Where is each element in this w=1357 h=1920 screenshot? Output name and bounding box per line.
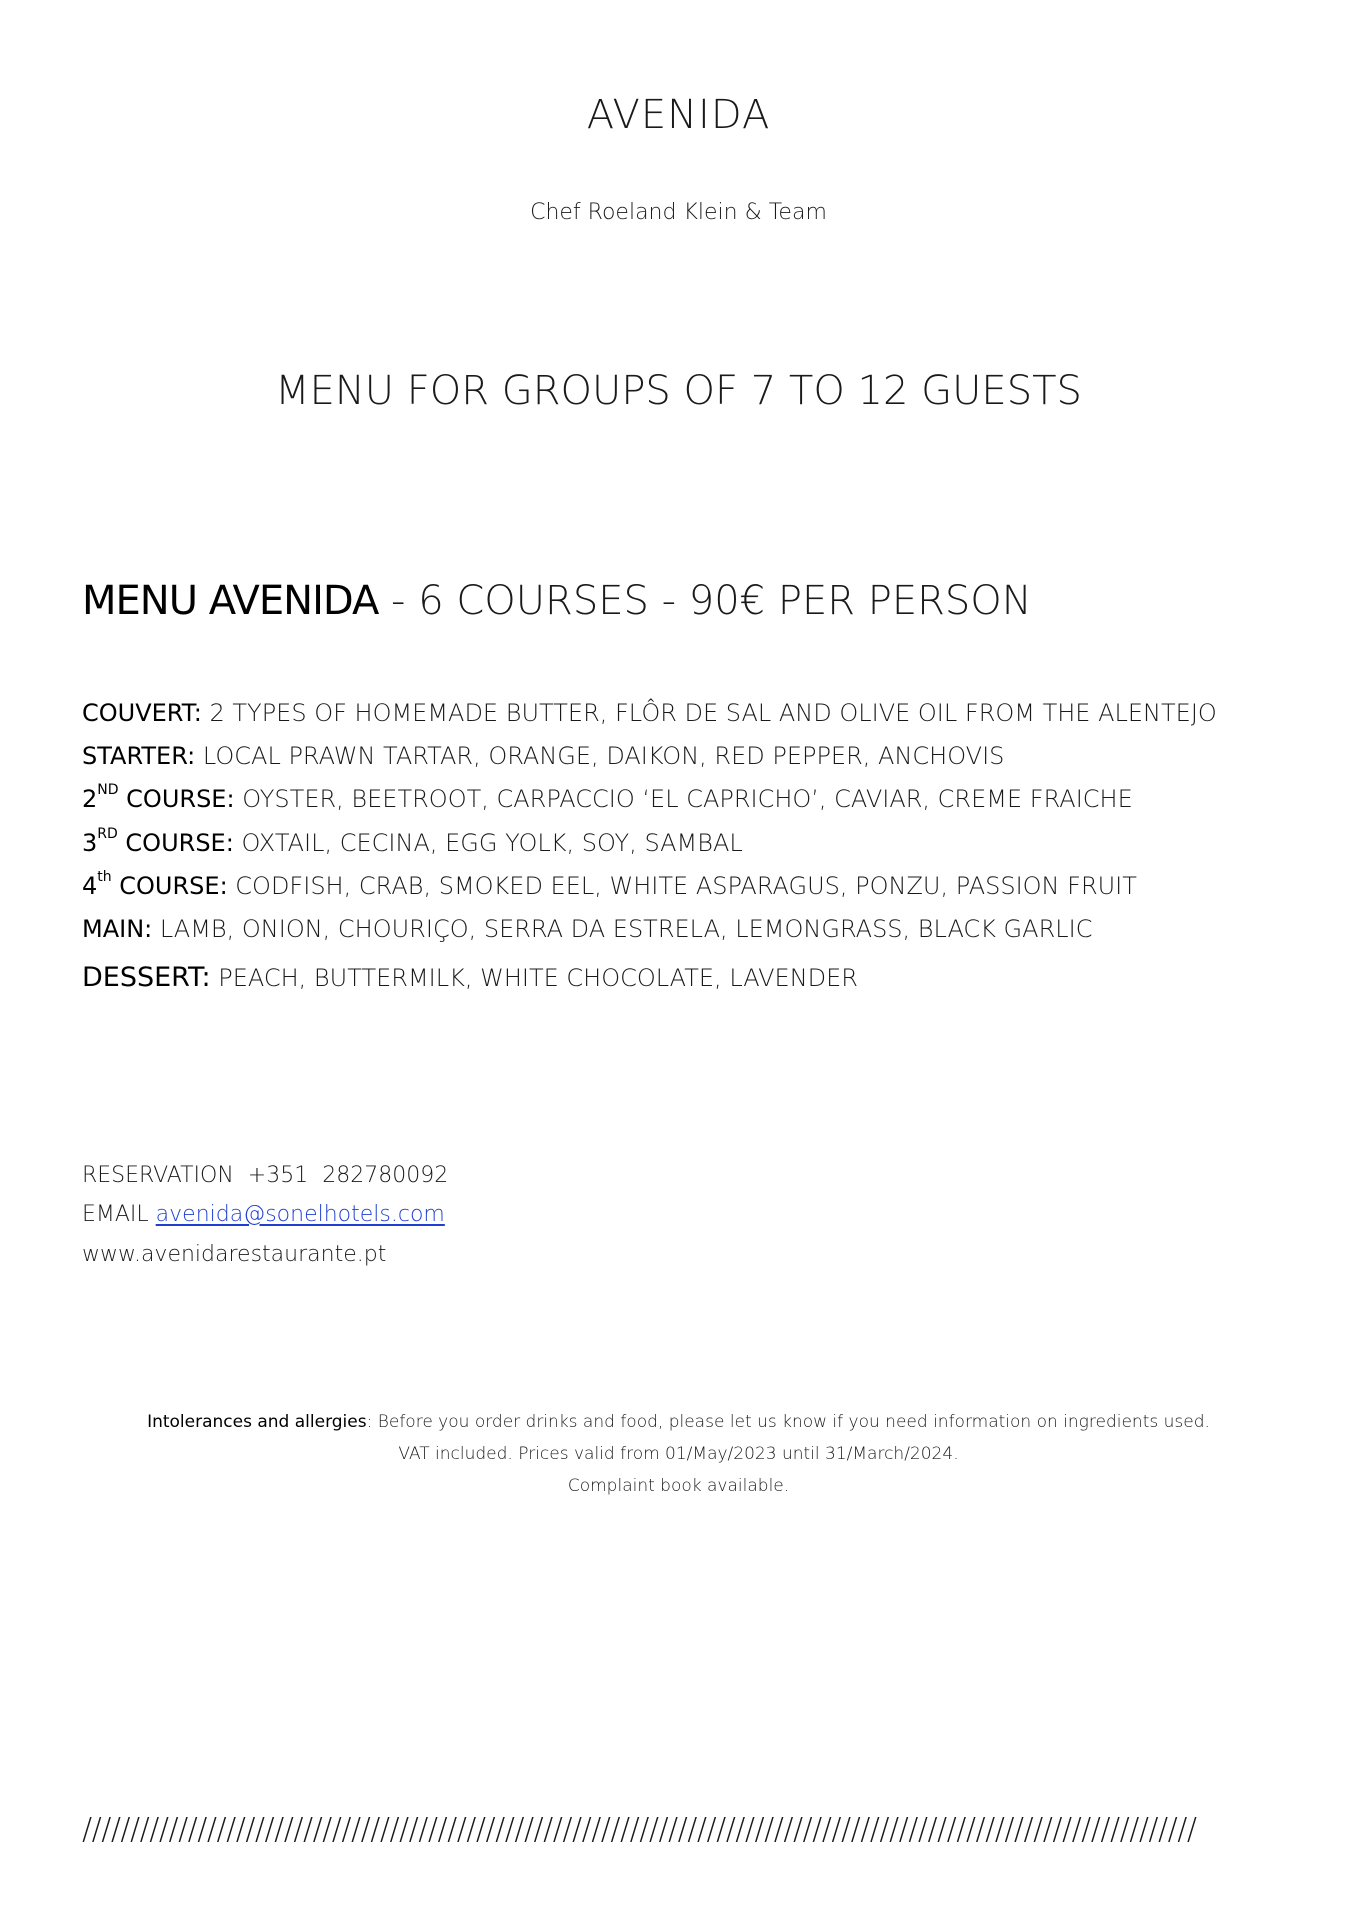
allergies-text: : Before you order drinks and food, please let us know if you need information on ingredients used. bbox=[366, 1412, 1210, 1432]
course-description: OXTAIL, CECINA, EGG YOLK, SOY, SAMBAL bbox=[233, 829, 743, 857]
course-description: CODFISH, CRAB, SMOKED EEL, WHITE ASPARAGUS, PONZU, PASSION FRUIT bbox=[227, 872, 1137, 900]
menu-price-info: - 6 COURSES - 90€ PER PERSON bbox=[378, 578, 1032, 624]
course-starter bbox=[82, 742, 1004, 770]
menu-name: MENU AVENIDA bbox=[82, 578, 379, 624]
vat-notice: VAT included. Prices valid from 01/May/2023 until 31/March/2024. bbox=[398, 1444, 959, 1464]
email-label: EMAIL bbox=[82, 1202, 156, 1227]
course-description: LOCAL PRAWN TARTAR, ORANGE, DAIKON, RED PEPPER, ANCHOVIS bbox=[195, 742, 1005, 770]
website-url: www.avenidarestaurante.pt bbox=[82, 1242, 387, 1267]
course-third bbox=[82, 826, 743, 857]
course-dessert bbox=[82, 962, 858, 993]
restaurant-name: AVENIDA bbox=[586, 92, 771, 138]
course-label: MAIN: bbox=[82, 915, 153, 943]
allergies-notice bbox=[0, 1412, 1357, 1432]
slash-divider: //////////////////////////////////////////////////////////////////////////////////////////////////////////////////// bbox=[82, 1812, 1197, 1847]
course-second bbox=[82, 782, 1133, 813]
menu-heading: MENU FOR GROUPS OF 7 TO 12 GUESTS bbox=[275, 368, 1082, 414]
course-label: COUVERT: bbox=[82, 699, 202, 727]
allergies-label: Intolerances and allergies bbox=[147, 1412, 367, 1432]
course-description: PEACH, BUTTERMILK, WHITE CHOCOLATE, LAVENDER bbox=[210, 964, 858, 992]
course-label: 3RD COURSE: bbox=[82, 826, 234, 857]
menu-title bbox=[82, 578, 1032, 624]
course-couvert bbox=[82, 699, 1217, 727]
email-link[interactable]: avenida@sonelhotels.com bbox=[155, 1202, 445, 1227]
email-line bbox=[82, 1202, 445, 1227]
course-fourth bbox=[82, 869, 1137, 900]
course-description: 2 TYPES OF HOMEMADE BUTTER, FLÔR DE SAL AND OLIVE OIL FROM THE ALENTEJO bbox=[201, 699, 1217, 727]
course-label: STARTER: bbox=[82, 742, 196, 770]
course-label: 4th COURSE: bbox=[82, 869, 228, 900]
course-description: OYSTER, BEETROOT, CARPACCIO ‘EL CAPRICHO’, CAVIAR, CREME FRAICHE bbox=[234, 785, 1133, 813]
course-main bbox=[82, 915, 1092, 943]
complaint-notice: Complaint book available. bbox=[567, 1476, 790, 1496]
course-label: 2ND COURSE: bbox=[82, 782, 235, 813]
reservation-phone: RESERVATION +351 282780092 bbox=[82, 1163, 449, 1188]
course-label: DESSERT: bbox=[82, 962, 211, 993]
chef-line: Chef Roeland Klein & Team bbox=[530, 200, 827, 225]
course-description: LAMB, ONION, CHOURIÇO, SERRA DA ESTRELA, LEMONGRASS, BLACK GARLIC bbox=[152, 915, 1093, 943]
